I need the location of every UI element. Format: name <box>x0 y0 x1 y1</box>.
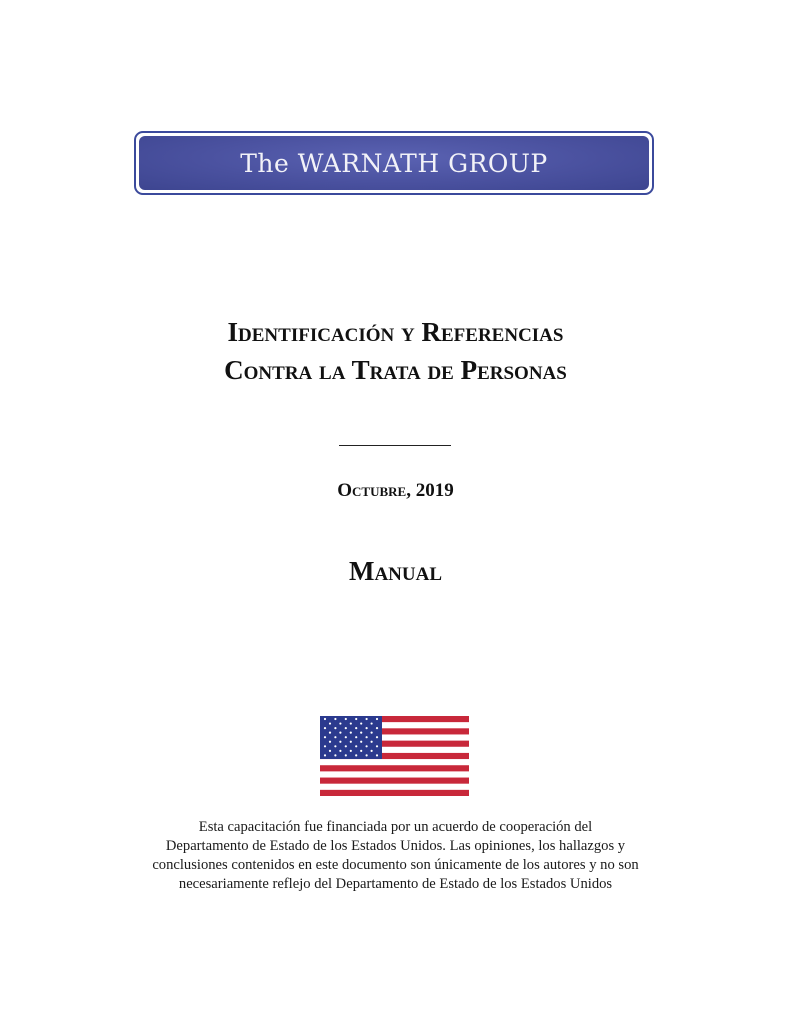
flag-star <box>360 741 362 743</box>
flag-star <box>350 750 352 752</box>
flag-star <box>355 727 357 729</box>
flag-star <box>334 745 336 747</box>
document-type: Manual <box>348 556 443 586</box>
publication-date: Octubre, 2019 <box>337 480 454 501</box>
flag-star <box>376 754 378 756</box>
title-divider <box>339 445 451 446</box>
flag-stripe <box>320 790 469 796</box>
document-title-line-1: Identificación y Referencias <box>227 317 564 347</box>
flag-star <box>345 727 347 729</box>
flag-star <box>350 741 352 743</box>
flag-star <box>324 736 326 738</box>
flag-star <box>366 745 368 747</box>
flag-star <box>334 718 336 720</box>
flag-star <box>345 718 347 720</box>
flag-star <box>371 750 373 752</box>
flag-star <box>334 727 336 729</box>
flag-star <box>376 718 378 720</box>
flag-star <box>324 754 326 756</box>
flag-star <box>376 745 378 747</box>
flag-star <box>329 741 331 743</box>
disclaimer-line: conclusiones contenidos en este documento son únicamente de los autores y no son <box>152 857 639 873</box>
flag-star <box>360 732 362 734</box>
disclaimer-line: Departamento de Estado de los Estados Unidos. Las opiniones, los hallazgos y <box>165 838 626 854</box>
flag-star <box>366 754 368 756</box>
flag-star <box>345 745 347 747</box>
flag-star <box>350 732 352 734</box>
flag-canton <box>320 716 382 759</box>
flag-star <box>376 727 378 729</box>
flag-star <box>360 750 362 752</box>
publisher-banner-panel <box>139 136 649 190</box>
flag-star <box>334 736 336 738</box>
flag-star <box>355 718 357 720</box>
flag-star <box>339 732 341 734</box>
flag-star <box>339 750 341 752</box>
flag-star <box>329 722 331 724</box>
flag-stripe <box>320 765 469 771</box>
disclaimer-line: necesariamente reflejo del Departamento de Estado de los Estados Unidos <box>178 876 613 892</box>
flag-star <box>329 750 331 752</box>
flag-star <box>324 718 326 720</box>
flag-star <box>350 722 352 724</box>
flag-star <box>339 741 341 743</box>
flag-star <box>366 718 368 720</box>
flag-star <box>324 727 326 729</box>
flag-star <box>334 754 336 756</box>
document-title-line-2: Contra la Trata de Personas <box>224 355 567 385</box>
publisher-name: The WARNATH GROUP <box>240 148 548 178</box>
flag-stripe <box>320 759 469 765</box>
flag-star <box>371 722 373 724</box>
flag-stripe <box>320 778 469 784</box>
flag-star <box>360 722 362 724</box>
flag-star <box>376 736 378 738</box>
flag-star <box>366 727 368 729</box>
flag-star <box>329 732 331 734</box>
flag-star <box>345 754 347 756</box>
flag-star <box>355 745 357 747</box>
flag-stripe <box>320 771 469 777</box>
disclaimer-line: Esta capacitación fue financiada por un acuerdo de cooperación del <box>198 819 593 835</box>
publisher-banner <box>134 131 654 195</box>
flag-star <box>366 736 368 738</box>
us-flag-icon <box>320 716 469 796</box>
flag-star <box>355 754 357 756</box>
flag-star <box>339 722 341 724</box>
flag-stripe <box>320 784 469 790</box>
flag-star <box>355 736 357 738</box>
flag-star <box>371 732 373 734</box>
flag-star <box>345 736 347 738</box>
flag-star <box>324 745 326 747</box>
flag-star <box>371 741 373 743</box>
funding-disclaimer <box>100 818 691 894</box>
